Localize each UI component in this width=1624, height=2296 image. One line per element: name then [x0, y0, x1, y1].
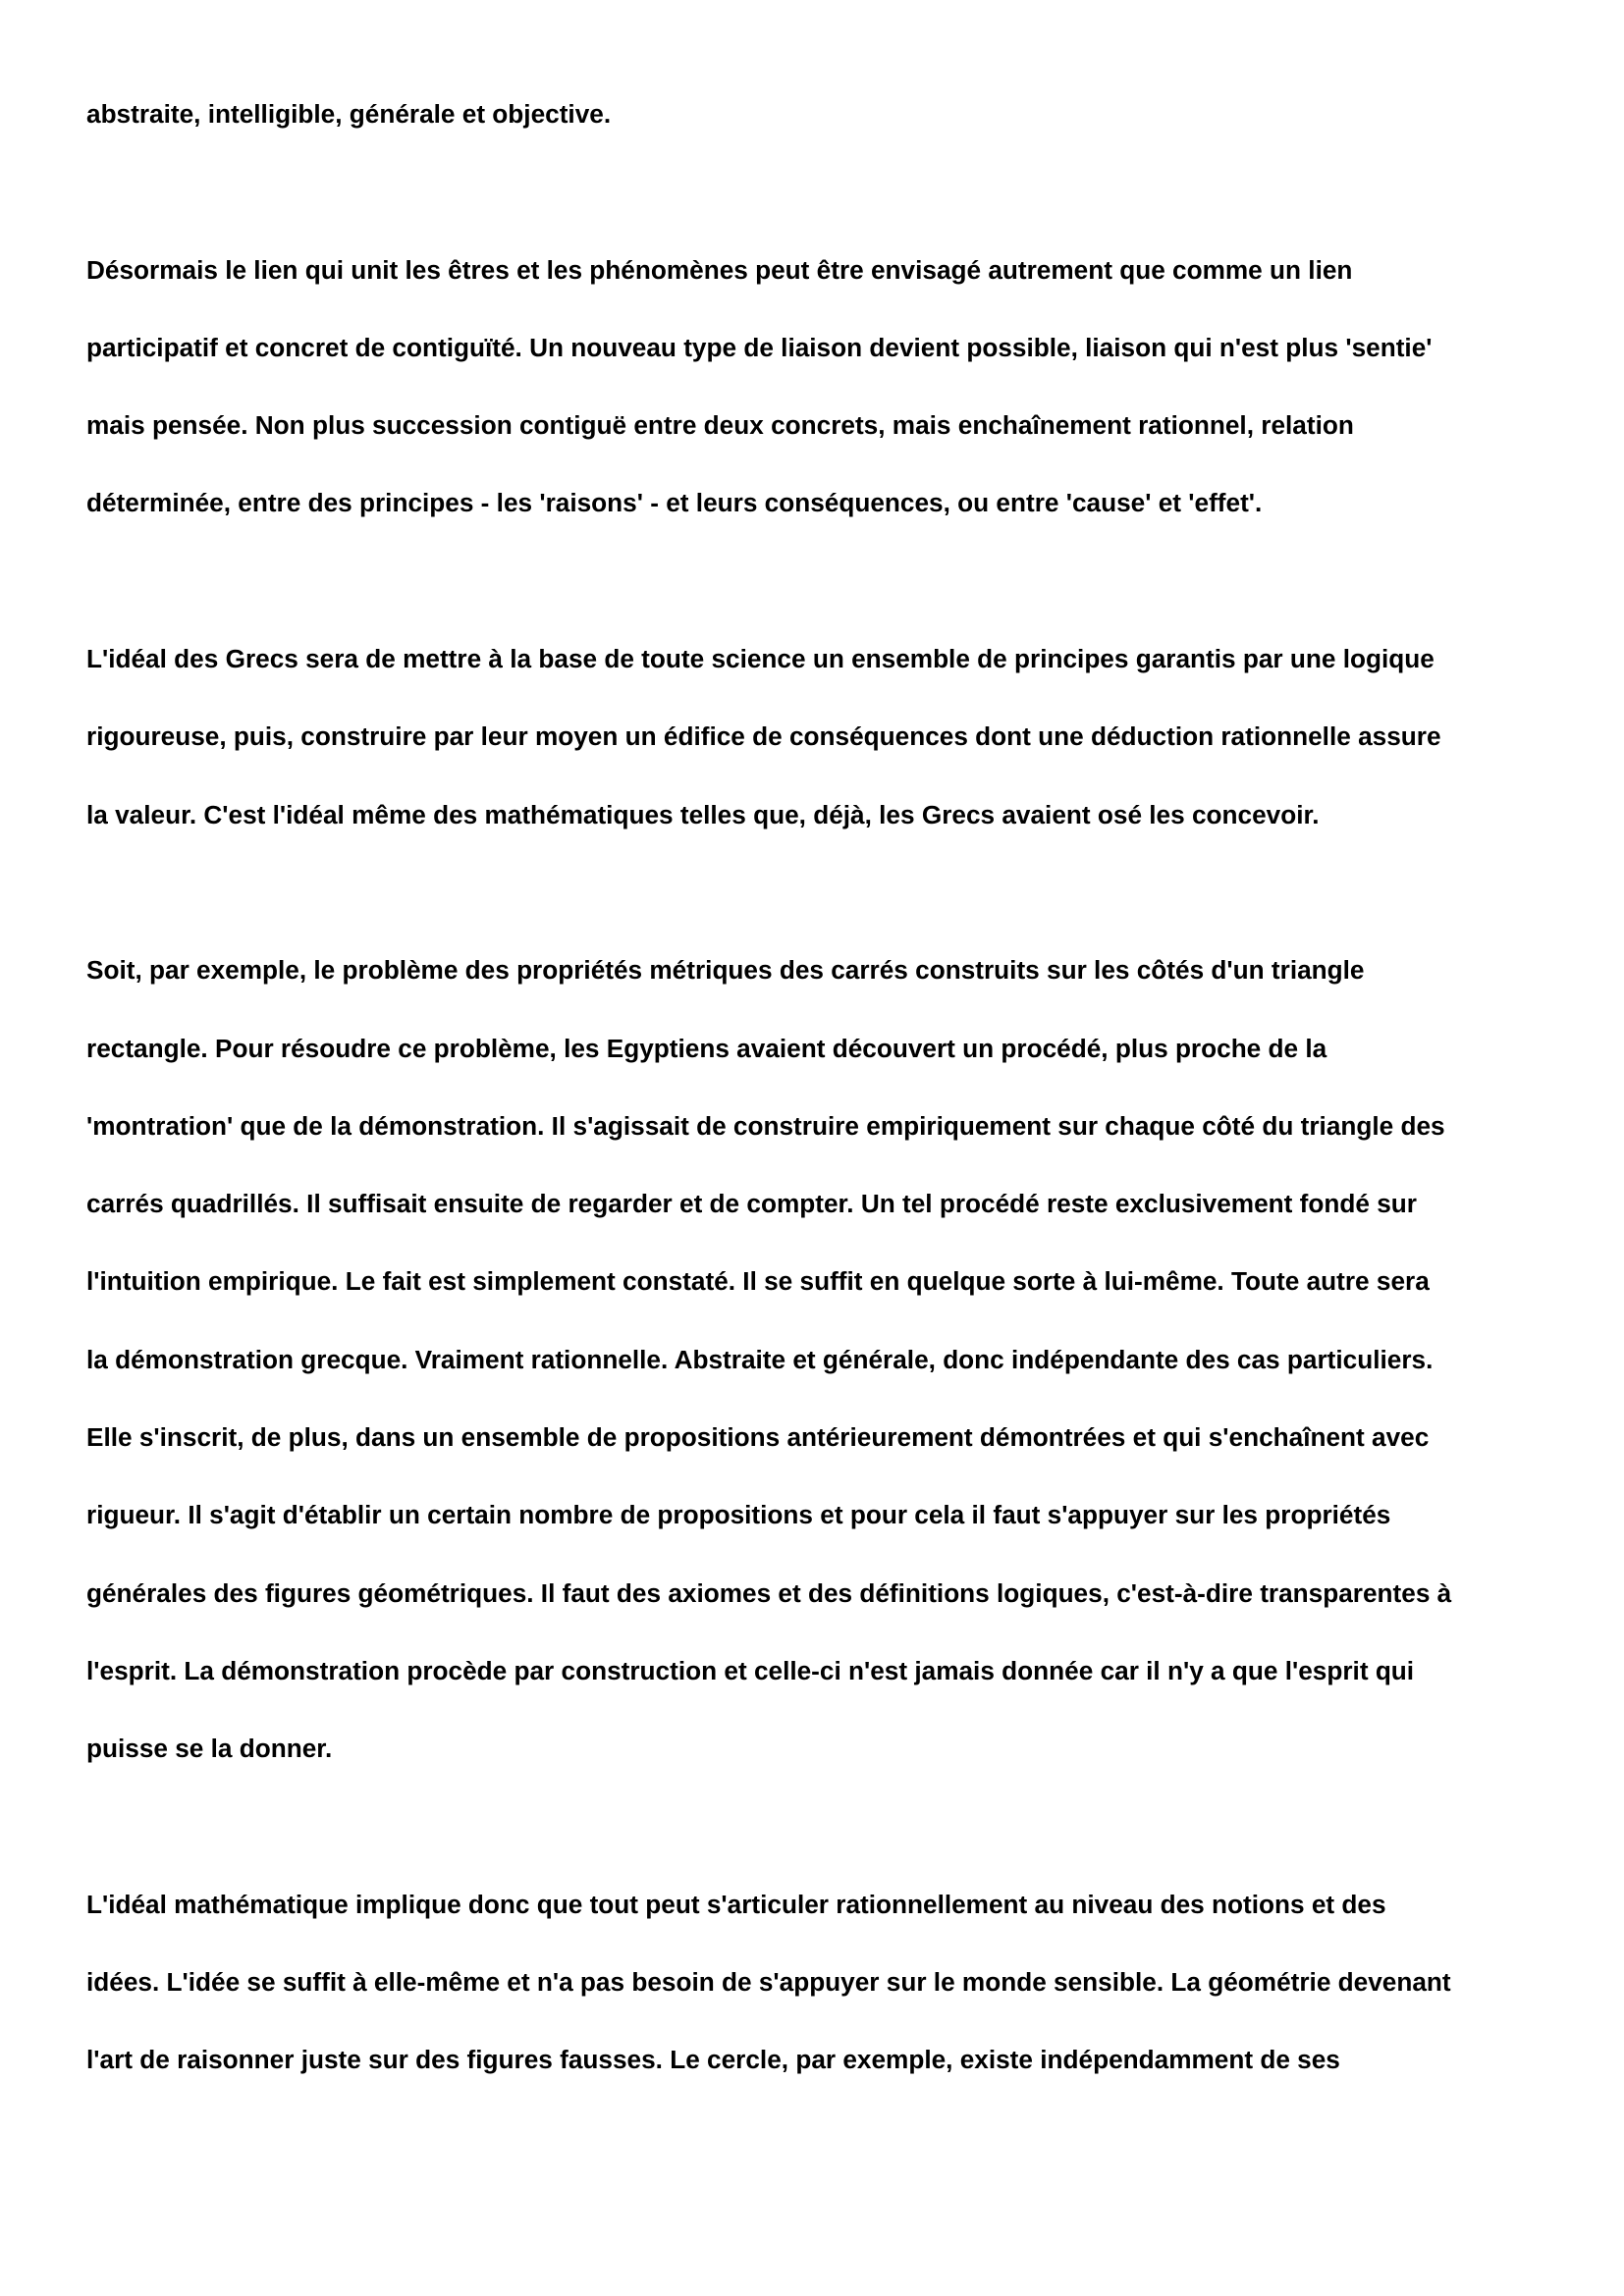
text-line: 'montration' que de la démonstration. Il s'agissait de construire empiriquement sur chaque côté du triangle des — [86, 1110, 1445, 1141]
paragraph-4 — [86, 950, 1549, 1806]
text-line: mais pensée. Non plus succession contiguë entre deux concrets, mais enchaînement rationnel, relation — [86, 410, 1354, 441]
text-line: générales des figures géométriques. Il faut des axiomes et des définitions logiques, c'est-à-dire transparentes à — [86, 1577, 1452, 1608]
paragraph-gap — [86, 172, 1549, 249]
text-line: la démonstration grecque. Vraiment rationnelle. Abstraite et générale, donc indépendante des cas particuliers. — [86, 1344, 1434, 1374]
text-line: idées. L'idée se suffit à elle-même et n'a pas besoin de s'appuyer sur le monde sensible. La géométrie devenant — [86, 1967, 1451, 1998]
paragraph-2 — [86, 250, 1549, 561]
text-line: rigoureuse, puis, construire par leur moyen un édifice de conséquences dont une déduction rationnelle assure — [86, 721, 1441, 752]
text-line: Désormais le lien qui unit les êtres et les phénomènes peut être envisagé autrement que comme un lien — [86, 254, 1353, 285]
text-line: Soit, par exemple, le problème des propriétés métriques des carrés construits sur les côtés d'un triangle — [86, 955, 1365, 986]
text-line: Elle s'inscrit, de plus, dans un ensemble de propositions antérieurement démontrées et qui s'enchaînent avec — [86, 1422, 1430, 1453]
text-line: participatif et concret de contiguïté. Un nouveau type de liaison devient possible, liaison qui n'est plus 'sentie' — [86, 332, 1433, 362]
text-line: abstraite, intelligible, générale et objective. — [86, 99, 612, 129]
paragraph-gap — [86, 873, 1549, 950]
text-line: rigueur. Il s'agit d'établir un certain nombre de propositions et pour cela il faut s'appuyer sur les propriétés — [86, 1500, 1391, 1530]
text-line: déterminée, entre des principes - les 'raisons' - et leurs conséquences, ou entre 'cause' et 'effet'. — [86, 488, 1263, 518]
text-line: la valeur. C'est l'idéal même des mathématiques telles que, déjà, les Grecs avaient osé les concevoir. — [86, 799, 1320, 829]
paragraph-gap — [86, 1807, 1549, 1885]
paragraph-gap — [86, 561, 1549, 639]
text-line: l'intuition empirique. Le fait est simplement constaté. Il se suffit en quelque sorte à lui-même. Toute autre sera — [86, 1266, 1430, 1297]
text-line: L'idéal des Grecs sera de mettre à la base de toute science un ensemble de principes garantis par une logique — [86, 644, 1435, 674]
text-line: L'idéal mathématique implique donc que tout peut s'articuler rationnellement au niveau des notions et des — [86, 1889, 1386, 1919]
paragraph-5 — [86, 1885, 1549, 2118]
text-line: l'esprit. La démonstration procède par construction et celle-ci n'est jamais donnée car il n'y a que l'esprit qui — [86, 1655, 1415, 1685]
paragraph-3 — [86, 639, 1549, 873]
body-text — [86, 94, 1549, 2118]
text-line: carrés quadrillés. Il suffisait ensuite de regarder et de compter. Un tel procédé reste exclusivement fondé sur — [86, 1189, 1417, 1219]
text-line: l'art de raisonner juste sur des figures fausses. Le cercle, par exemple, existe indépendamment de ses — [86, 2045, 1340, 2075]
text-line: puisse se la donner. — [86, 1734, 333, 1764]
paragraph-1 — [86, 94, 1549, 172]
text-line: rectangle. Pour résoudre ce problème, les Egyptiens avaient découvert un procédé, plus proche de la — [86, 1033, 1327, 1063]
